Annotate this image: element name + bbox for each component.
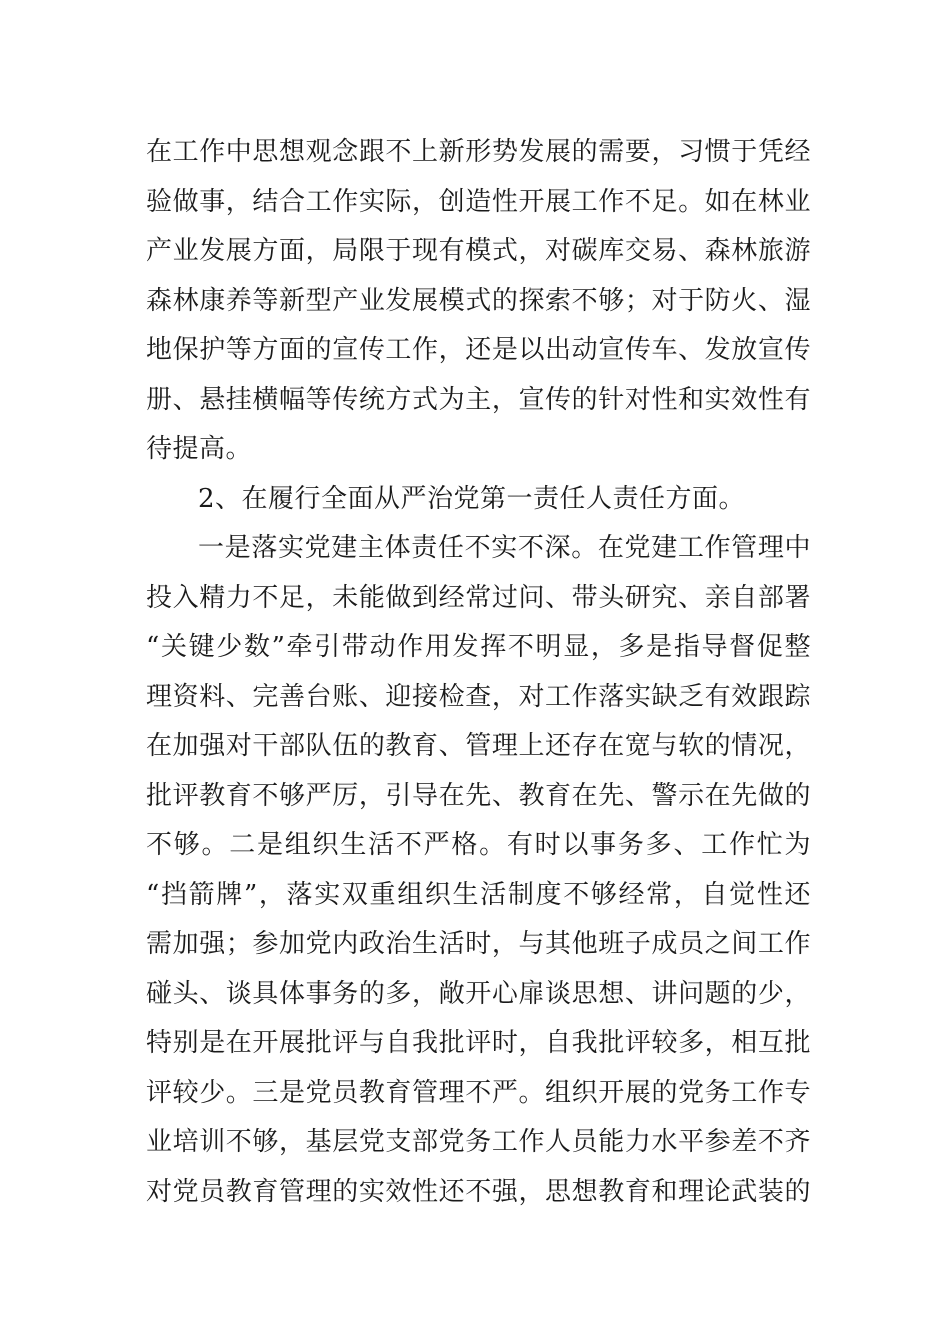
- text-line: 需加强；参加党内政治生活时，与其他班子成员之间工作: [146, 929, 811, 959]
- text-line: “关键少数”牵引带动作用发挥不明显，多是指导督促整: [146, 632, 811, 662]
- text-line: 投入精力不足，未能做到经常过问、带头研究、亲自部署: [146, 582, 811, 613]
- text-line: 对党员教育管理的实效性还不强，思想教育和理论武装的: [146, 1176, 811, 1207]
- text-line: 碰头、谈具体事务的多，敞开心扉谈思想、讲问题的少，: [146, 978, 811, 1009]
- text-line: 森林康养等新型产业发展模式的探索不够；对于防火、湿: [146, 285, 811, 316]
- text-line: 在工作中思想观念跟不上新形势发展的需要，习惯于凭经: [146, 137, 811, 167]
- text-line: 地保护等方面的宣传工作，还是以出动宣传车、发放宣传: [146, 335, 811, 365]
- text-line: 在加强对干部队伍的教育、管理上还存在宽与软的情况，: [146, 731, 811, 761]
- text-line: 待提高。: [146, 434, 253, 464]
- text-line: 册、悬挂横幅等传统方式为主，宣传的针对性和实效性有: [146, 384, 811, 415]
- text-line: 验做事，结合工作实际，创造性开展工作不足。如在林业: [146, 186, 811, 217]
- body-text: [146, 128, 811, 1217]
- text-line: 一是落实党建主体责任不实不深。在党建工作管理中: [198, 533, 811, 563]
- text-line: 理资料、完善台账、迎接检查，对工作落实缺乏有效跟踪: [146, 681, 811, 712]
- text-line: 评较少。三是党员教育管理不严。组织开展的党务工作专: [146, 1077, 811, 1108]
- text-line: 特别是在开展批评与自我批评时，自我批评较多，相互批: [146, 1028, 811, 1058]
- text-line: 2、在履行全面从严治党第一责任人责任方面。: [198, 483, 746, 514]
- text-line: “挡箭牌”，落实双重组织生活制度不够经常，自觉性还: [146, 879, 811, 910]
- text-line: 业培训不够，基层党支部党务工作人员能力水平参差不齐: [146, 1127, 811, 1157]
- text-line: 产业发展方面，局限于现有模式，对碳库交易、森林旅游: [146, 236, 811, 266]
- text-line: 不够。二是组织生活不严格。有时以事务多、工作忙为: [146, 830, 811, 860]
- text-line: 批评教育不够严厉，引导在先、教育在先、警示在先做的: [146, 780, 811, 811]
